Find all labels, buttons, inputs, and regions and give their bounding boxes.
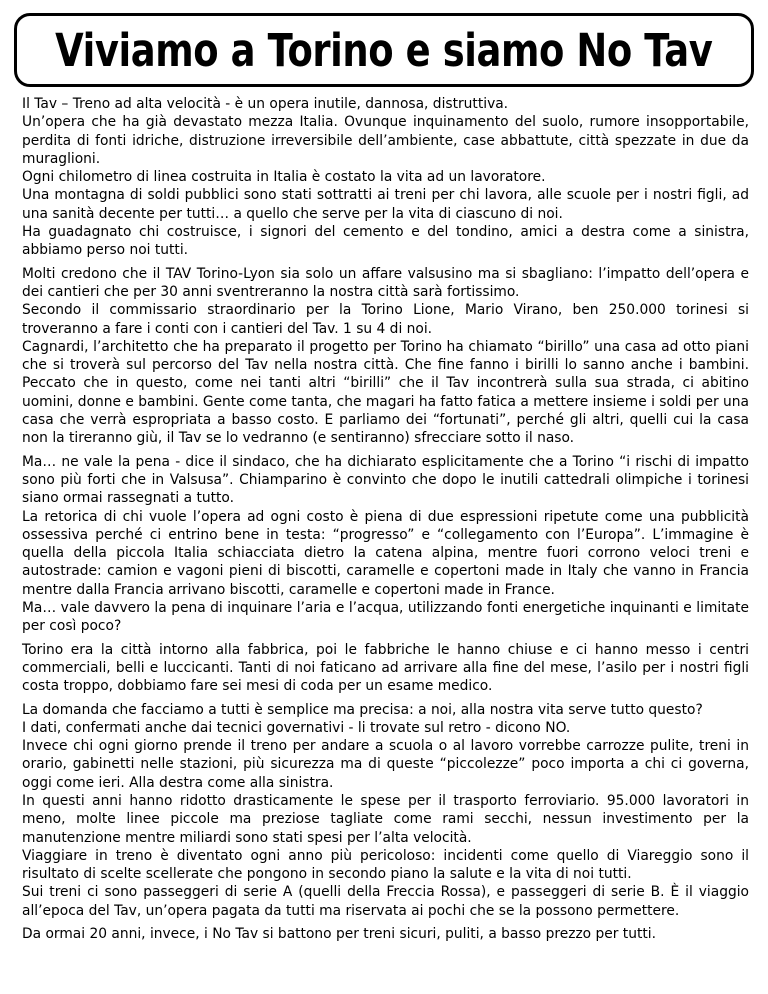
text-block	[22, 95, 749, 260]
paragraph-line: Cagnardi, l’architetto che ha preparato il progetto per Torino ha chiamato “birillo” una casa ad otto piani che si troverà sul percorso del Tav nella nostra città. Che fine fanno i birilli lo sanno anche i bambini. Peccato che in questo, come nei tanti altri “birilli” che il Tav incontrerà sulla sua strada, ci abitino uomini, donne e bambini. Gente come tanta, che magari ha fatto fatica a mettere insieme i soldi per una casa che verrà espropriata a basso costo. E parliamo dei “fortunati”, perché gli altri, quelli cui la casa non la tireranno giù, il Tav se lo vedranno (e sentiranno) sfrecciare sotto il naso.	[22, 338, 749, 447]
paragraph-line: Viaggiare in treno è diventato ogni anno più pericoloso: incidenti come quello di Viareggio sono il risultato di scelte scellerate che pongono in secondo piano la salute e la vita di noi tutti.	[22, 847, 749, 883]
text-block	[22, 453, 749, 636]
paragraph-line: In questi anni hanno ridotto drasticamente le spese per il trasporto ferroviario. 95.000 lavoratori in meno, molte linee piccole ma preziose tagliate come rami secchi, nessun investimento per la manutenzione mentre miliardi sono stati spesi per l’alta velocità.	[22, 792, 749, 846]
paragraph-line: Invece chi ogni giorno prende il treno per andare a scuola o al lavoro vorrebbe carrozze pulite, treni in orario, gabinetti nelle stazioni, più sicurezza ma di queste “piccolezze” poco importa a chi ci governa, oggi come ieri. Alla destra come alla sinistra.	[22, 738, 749, 791]
paragraph-line: Molti credono che il TAV Torino-Lyon sia solo un affare valsusino ma si sbagliano: l’impatto dell’opera e dei cantieri che per 30 anni sventreranno la nostra città sarà fortissimo.	[22, 265, 749, 300]
page-title: Viviamo a Torino e siamo No Tav	[55, 23, 713, 77]
paragraph-line: Secondo il commissario straordinario per la Torino Lione, Mario Virano, ben 250.000 torinesi si troveranno a fare i conti con i cantieri del Tav. 1 su 4 di noi.	[22, 302, 749, 337]
paragraph-line: Un’opera che ha già devastato mezza Italia. Ovunque inquinamento del suolo, rumore insopportabile, perdita di fonti idriche, distruzione irreversibile dell’ambiente, case abbattute, città spezzate in due da muraglioni.	[22, 114, 749, 167]
paragraph-line: Una montagna di soldi pubblici sono stati sottratti ai treni per chi lavora, alle scuole per i nostri figli, ad una sanità decente per tutti… a quello che serve per la vita di ciascuno di noi.	[22, 187, 749, 222]
paragraph-line: Ogni chilometro di linea costruita in Italia è costato la vita ad un lavoratore.	[22, 169, 546, 186]
paragraph-line: Il Tav – Treno ad alta velocità - è un opera inutile, dannosa, distruttiva.	[22, 96, 509, 112]
text-block	[22, 265, 749, 448]
paragraph-line: Ha guadagnato chi costruisce, i signori del cemento e del tondino, amici a destra come a sinistra, abbiamo perso noi tutti.	[22, 224, 749, 259]
paragraph-line: Ma… ne vale la pena - dice il sindaco, che ha dichiarato esplicitamente che a Torino “i rischi di impatto sono più forti che in Valsusa”. Chiamparino è convinto che dopo le inutili cattedrali olimpiche i torinesi siano ormai rassegnati a tutto.	[22, 453, 749, 507]
text-block	[22, 925, 749, 943]
paragraph-line: La domanda che facciamo a tutti è semplice ma precisa: a noi, alla nostra vita serve tutto questo?	[22, 701, 703, 718]
text-block	[22, 641, 749, 696]
paragraph-line: Sui treni ci sono passeggeri di serie A (quelli della Freccia Rossa), e passeggeri di serie B. È il viaggio all’epoca del Tav, un’opera pagata da tutti ma riservata ai pochi che se la possono permettere.	[22, 884, 749, 919]
title-banner	[14, 13, 754, 87]
flyer-body	[22, 95, 749, 948]
paragraph-line: Torino era la città intorno alla fabbrica, poi le fabbriche le hanno chiuse e ci hanno messo i centri commerciali, belli e luccicanti. Tanti di noi faticano ad arrivare alla fine del mese, l’asilo per i nostri figli costa troppo, dobbiamo fare sei mesi di coda per un esame medico.	[22, 641, 749, 695]
paragraph-line: La retorica di chi vuole l’opera ad ogni costo è piena di due espressioni ripetute come una pubblicità ossessiva perché ci entrino bene in testa: “progresso” e “collegamento con l’Europa”. L’immagine è quella della piccola Italia schiacciata dietro la catena alpina, mentre fuori corrono veloci treni e autostrade: camion e vagoni pieni di biscotti, caramelle e copertoni made in Italy che vanno in Francia mentre dalla Francia arrivano biscotti, caramelle e copertoni made in France.	[22, 508, 749, 598]
paragraph-line: Da ormai 20 anni, invece, i No Tav si battono per treni sicuri, puliti, a basso prezzo per tutti.	[22, 926, 657, 943]
paragraph-line: Ma… vale davvero la pena di inquinare l’aria e l’acqua, utilizzando fonti energetiche inquinanti e limitate per così poco?	[22, 600, 749, 635]
text-block	[22, 701, 749, 921]
paragraph-line: I dati, confermati anche dai tecnici governativi - li trovate sul retro - dicono NO.	[22, 719, 571, 736]
